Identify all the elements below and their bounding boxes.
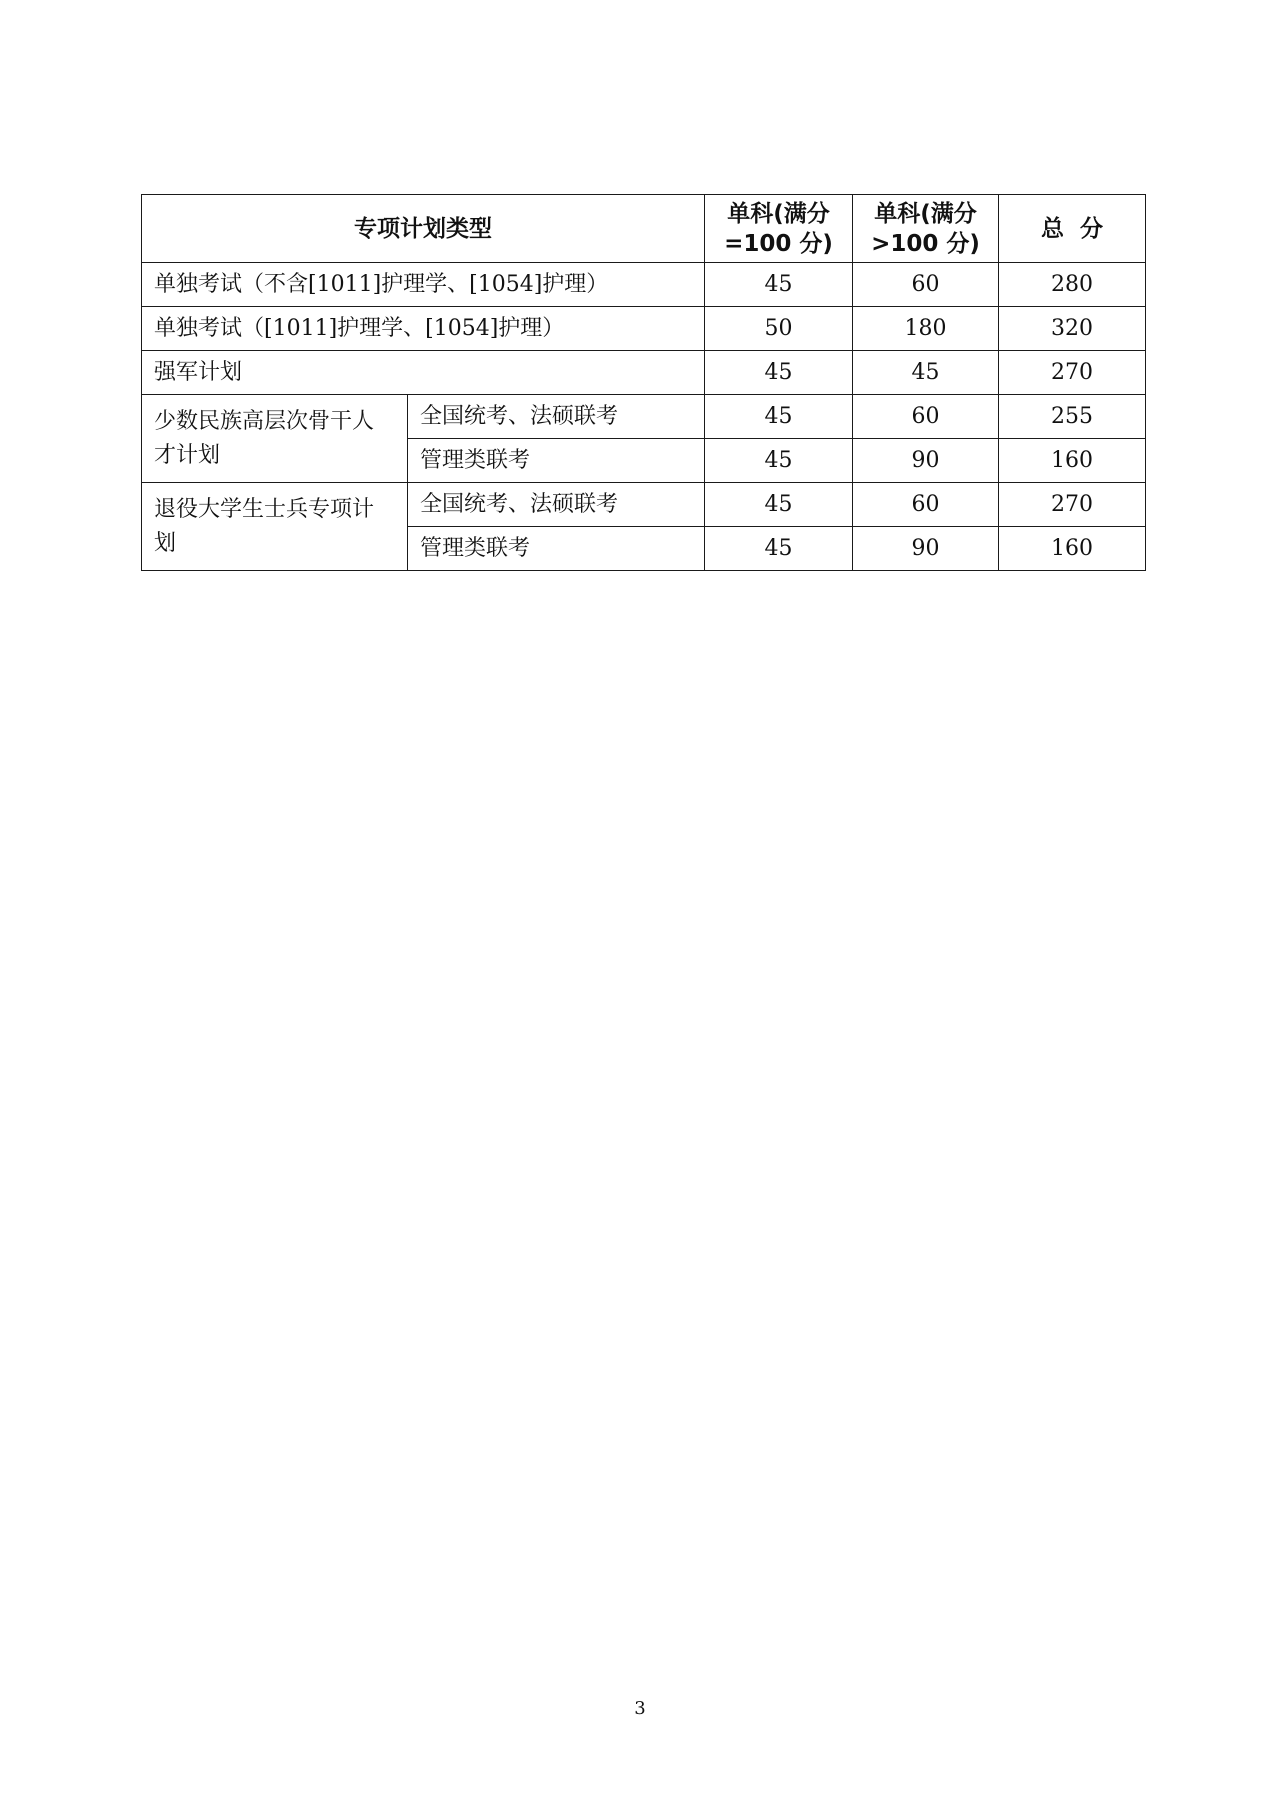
row-single-over: 45 [853, 351, 999, 395]
subrow-exam-type: 管理类联考 [408, 527, 705, 571]
header-single-over-100 [853, 195, 999, 263]
row-total: 160 [999, 527, 1146, 571]
row-single-over: 60 [853, 395, 999, 439]
row-single-over: 180 [853, 307, 999, 351]
row-single-100: 45 [705, 351, 853, 395]
row-single-100: 50 [705, 307, 853, 351]
page-number: 3 [634, 1698, 646, 1719]
subrow-exam-type: 管理类联考 [408, 439, 705, 483]
header-plan-type: 专项计划类型 [142, 195, 705, 263]
row-total: 270 [999, 351, 1146, 395]
header-single-100-line1: 单科(满分 [727, 200, 830, 227]
row-total: 280 [999, 263, 1146, 307]
group-plan-name: 退役大学生士兵专项计划 [142, 483, 408, 571]
subrow-exam-type: 全国统考、法硕联考 [408, 483, 705, 527]
table-row [142, 351, 1146, 395]
score-threshold-table [141, 194, 1146, 571]
table-header-row [142, 195, 1146, 263]
table-row [142, 395, 1146, 439]
row-single-over: 90 [853, 527, 999, 571]
header-single-over-line2: >100 分) [871, 230, 980, 257]
row-total: 255 [999, 395, 1146, 439]
row-single-100: 45 [705, 395, 853, 439]
table-row [142, 263, 1146, 307]
row-single-over: 60 [853, 483, 999, 527]
subrow-exam-type: 全国统考、法硕联考 [408, 395, 705, 439]
row-total: 160 [999, 439, 1146, 483]
header-total: 总 分 [999, 195, 1146, 263]
table-row [142, 483, 1146, 527]
header-single-100 [705, 195, 853, 263]
header-single-100-line2: =100 分) [724, 230, 833, 257]
row-single-100: 45 [705, 483, 853, 527]
row-single-over: 90 [853, 439, 999, 483]
group-plan-name: 少数民族高层次骨干人才计划 [142, 395, 408, 483]
row-plan-name: 单独考试（[1011]护理学、[1054]护理） [142, 307, 705, 351]
row-single-100: 45 [705, 527, 853, 571]
row-plan-name: 强军计划 [142, 351, 705, 395]
row-plan-name: 单独考试（不含[1011]护理学、[1054]护理） [142, 263, 705, 307]
row-single-over: 60 [853, 263, 999, 307]
table-row [142, 307, 1146, 351]
header-single-over-line1: 单科(满分 [874, 200, 977, 227]
row-single-100: 45 [705, 439, 853, 483]
row-total: 270 [999, 483, 1146, 527]
row-total: 320 [999, 307, 1146, 351]
row-single-100: 45 [705, 263, 853, 307]
